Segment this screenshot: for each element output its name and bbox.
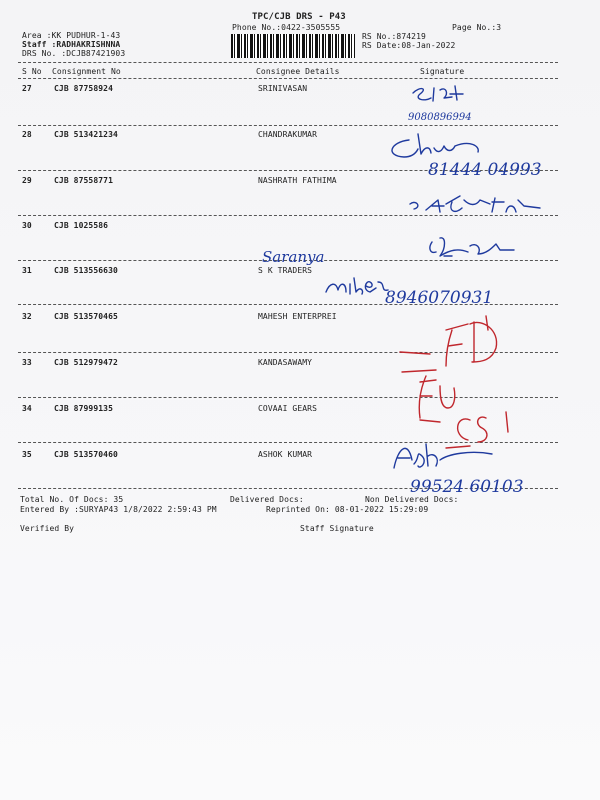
row-divider bbox=[18, 215, 558, 216]
signature-row-27 bbox=[413, 86, 463, 101]
row-consignee: NASHRATH FATHIMA bbox=[258, 176, 337, 185]
row-consignee: CHANDRAKUMAR bbox=[258, 130, 317, 139]
row-divider bbox=[18, 304, 558, 305]
row-consignment: CJB 513570465 bbox=[54, 312, 118, 321]
rs-date: RS Date:08-Jan-2022 bbox=[362, 41, 456, 50]
handwritten-phone-row-28: 81444 04993 bbox=[428, 160, 542, 180]
row-divider bbox=[18, 170, 558, 171]
row-consignment: CJB 513421234 bbox=[54, 130, 118, 139]
row-consignment: CJB 87558771 bbox=[54, 176, 113, 185]
row-sno: 29 bbox=[22, 176, 32, 185]
signature-row-29 bbox=[410, 196, 540, 212]
header-divider bbox=[18, 62, 558, 63]
row-sno: 30 bbox=[22, 221, 32, 230]
drs-number: DRS No. :DCJB87421903 bbox=[22, 49, 126, 58]
column-signature: Signature bbox=[420, 67, 465, 76]
handwritten-phone-row-27: 9080896994 bbox=[408, 112, 472, 123]
staff-label: Staff :RADHAKRISHNNA bbox=[22, 40, 121, 49]
entered-by: Entered By :SURYAP43 1/8/2022 2:59:43 PM bbox=[20, 505, 217, 514]
row-sno: 27 bbox=[22, 84, 32, 93]
row-divider bbox=[18, 260, 558, 261]
red-mark-fd bbox=[446, 316, 497, 366]
row-sno: 28 bbox=[22, 130, 32, 139]
rs-number: RS No.:874219 bbox=[362, 32, 426, 41]
row-consignment: CJB 512979472 bbox=[54, 358, 118, 367]
row-divider bbox=[18, 397, 558, 398]
row-consignment: CJB 1025586 bbox=[54, 221, 109, 230]
signature-row-35 bbox=[394, 444, 492, 468]
row-consignee: SRINIVASAN bbox=[258, 84, 308, 93]
signature-row-30 bbox=[430, 238, 514, 256]
handwritten-phone-row-31: 8946070931 bbox=[385, 288, 494, 308]
page-number: Page No.:3 bbox=[452, 23, 502, 32]
row-consignee: KANDASAWAMY bbox=[258, 358, 313, 367]
non-delivered-docs: Non Delivered Docs: bbox=[365, 495, 459, 504]
row-divider bbox=[18, 488, 558, 489]
row-consignee: S K TRADERS bbox=[258, 266, 313, 275]
row-sno: 31 bbox=[22, 266, 32, 275]
column-sno: S No bbox=[22, 67, 42, 76]
area-label: Area :KK PUDHUR-1-43 bbox=[22, 31, 121, 40]
row-sno: 34 bbox=[22, 404, 32, 413]
column-divider bbox=[18, 78, 558, 79]
delivered-docs: Delivered Docs: bbox=[230, 495, 304, 504]
signature-row-31 bbox=[326, 278, 388, 294]
row-consignment: CJB 513556630 bbox=[54, 266, 118, 275]
total-docs: Total No. Of Docs: 35 bbox=[20, 495, 124, 504]
phone-number: Phone No.:0422-3505555 bbox=[232, 23, 341, 32]
row-sno: 33 bbox=[22, 358, 32, 367]
column-consignee: Consignee Details bbox=[256, 67, 340, 76]
row-consignee: ASHOK KUMAR bbox=[258, 450, 313, 459]
red-mark-dash-33 bbox=[402, 370, 436, 372]
row-consignment: CJB 513570460 bbox=[54, 450, 118, 459]
row-sno: 32 bbox=[22, 312, 32, 321]
barcode bbox=[231, 34, 355, 58]
staff-signature-label: Staff Signature bbox=[300, 524, 374, 533]
row-consignment: CJB 87758924 bbox=[54, 84, 113, 93]
column-consignment: Consignment No bbox=[52, 67, 121, 76]
row-consignee: COVAAI GEARS bbox=[258, 404, 317, 413]
row-consignment: CJB 87999135 bbox=[54, 404, 113, 413]
row-divider bbox=[18, 352, 558, 353]
row-consignee: MAHESH ENTERPREI bbox=[258, 312, 337, 321]
handwritten-name-row-30: Saranya bbox=[262, 248, 325, 266]
row-divider bbox=[18, 125, 558, 126]
row-divider bbox=[18, 442, 558, 443]
row-sno: 35 bbox=[22, 450, 32, 459]
verified-by: Verified By bbox=[20, 524, 75, 533]
handwritten-phone-row-35: 99524 60103 bbox=[410, 477, 524, 497]
document-title: TPC/CJB DRS - P43 bbox=[252, 12, 346, 22]
signature-row-28 bbox=[392, 134, 478, 157]
reprinted-on: Reprinted On: 08-01-2022 15:29:09 bbox=[266, 505, 429, 514]
